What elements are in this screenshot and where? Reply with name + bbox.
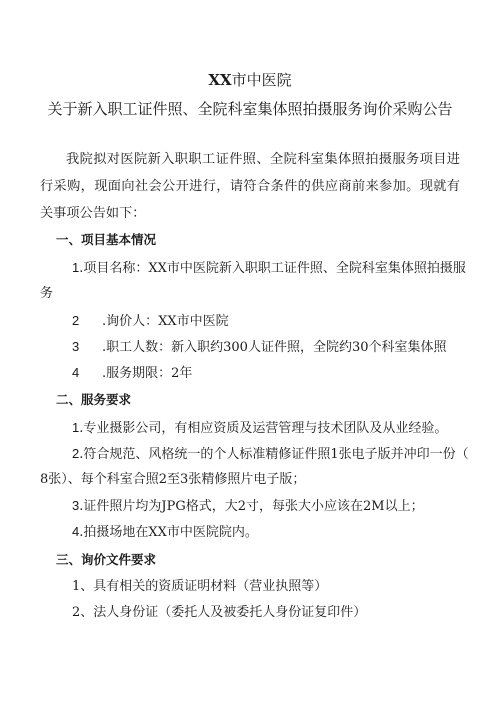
section-1-item-1 <box>72 259 466 278</box>
section-1-item-3 <box>72 338 447 357</box>
section-3-item-2: 2、法人身份证（委托人及被委托人身份证复印件） <box>72 605 367 620</box>
item-text: .证件照片均为JPG格式，大2寸，每张大小应该在2M以上； <box>79 499 424 514</box>
announcement-title: 关于新入职工证件照、全院科室集体照拍摄服务询价采购公告 <box>47 100 453 118</box>
item-text: .专业摄影公司，有相应资质及运营管理与技术团队及从业经验。 <box>79 421 448 436</box>
section-1-item-4 <box>72 364 192 383</box>
intro-paragraph: 我院拟对医院新入职职工证件照、全院科室集体照拍摄服务项目进行采购，现面向社会公开进行，请符合条件的供应商前来参加。现就有关事项公告如下： <box>40 152 460 221</box>
item-text: .符合规范、风格统一的个人标准精修证件照1张电子版并冲印一份（ <box>79 447 469 462</box>
item-number: 4 <box>72 365 80 380</box>
section-2-item-3 <box>72 497 424 516</box>
item-number: 2 <box>72 313 80 328</box>
item-number: 4 <box>72 524 80 539</box>
section-1-heading: 一、项目基本情况 <box>56 232 157 247</box>
section-3-heading: 三、询价文件要求 <box>56 552 157 567</box>
item-text: .服务期限：2年 <box>102 366 193 381</box>
section-1-item-2 <box>72 312 229 331</box>
section-2-item-2 <box>72 445 469 464</box>
section-2-item-4 <box>72 523 258 542</box>
item-text: .职工人数：新入职约300人证件照，全院约30个科室集体照 <box>102 340 447 355</box>
section-3-item-1: 1、具有相关的资质证明材料（营业执照等） <box>72 579 328 594</box>
item-number: 1 <box>72 260 80 275</box>
section-1-item-1-cont: 务 <box>40 286 54 301</box>
org-name <box>0 70 500 90</box>
item-number: 3 <box>72 498 80 513</box>
item-text: .询价人：XX市中医院 <box>102 314 229 329</box>
org-suffix: 市中医院 <box>231 71 292 89</box>
item-number: 3 <box>72 339 80 354</box>
item-text: .项目名称：XX市中医院新入职职工证件照、全院科室集体照拍摄服 <box>79 261 466 276</box>
item-number: 2 <box>72 446 80 461</box>
item-number: 1 <box>72 420 80 435</box>
section-2-heading: 二、服务要求 <box>56 392 132 407</box>
section-2-item-2-cont: 8张）、每个科室合照2至3张精修照片电子版； <box>40 472 306 487</box>
org-prefix: XX <box>208 71 232 89</box>
section-2-item-1 <box>72 419 447 438</box>
item-text: .拍摄场地在XX市中医院院内。 <box>79 525 258 540</box>
